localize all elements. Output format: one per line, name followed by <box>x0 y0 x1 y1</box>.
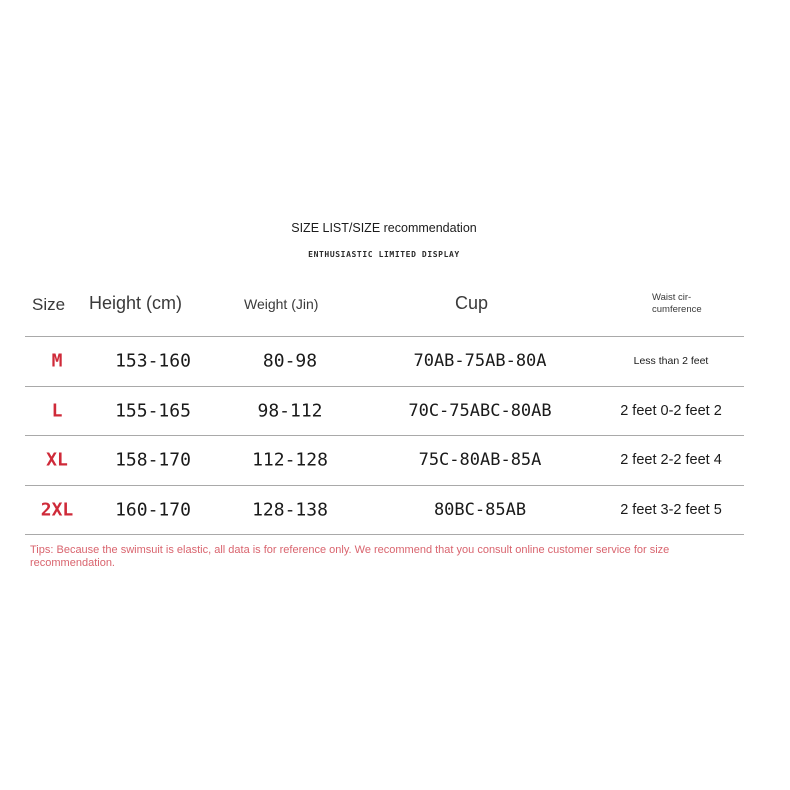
size-cell: XL <box>46 449 68 471</box>
size-table <box>25 280 744 535</box>
table-row <box>25 486 744 536</box>
waist-cell: 2 feet 0-2 feet 2 <box>620 402 722 419</box>
height-cell: 155-165 <box>115 400 191 422</box>
table-row <box>25 387 744 437</box>
page-subtitle: ENTHUSIASTIC LIMITED DISPLAY <box>308 250 460 259</box>
column-header-waist: Waist cir- cumference <box>652 292 702 315</box>
column-header-height: Height (cm) <box>89 293 183 313</box>
height-cell: 158-170 <box>115 449 191 471</box>
weight-cell: 112-128 <box>252 449 328 471</box>
height-cell: 160-170 <box>115 499 191 521</box>
cup-cell: 70AB-75AB-80A <box>413 351 547 372</box>
waist-cell: Less than 2 feet <box>633 355 709 368</box>
waist-cell: 2 feet 2-2 feet 4 <box>620 452 722 469</box>
column-header-size: Size <box>32 295 66 314</box>
column-header-weight: Weight (Jin) <box>244 296 319 312</box>
table-row <box>25 436 744 486</box>
weight-cell: 80-98 <box>262 350 318 372</box>
cup-cell: 75C-80AB-85A <box>418 450 542 471</box>
tips-note: Tips: Because the swimsuit is elastic, all data is for reference only. We recommend that you consult online customer service for size recommendation. <box>30 544 670 569</box>
page-title: SIZE LIST/SIZE recommendation <box>291 221 477 235</box>
weight-cell: 98-112 <box>257 400 323 422</box>
table-header <box>25 280 744 337</box>
cup-cell: 80BC-85AB <box>433 499 527 520</box>
table-row <box>25 337 744 387</box>
height-cell: 153-160 <box>115 350 191 372</box>
size-cell: 2XL <box>40 499 74 521</box>
size-cell: M <box>51 350 63 372</box>
size-cell: L <box>51 400 63 422</box>
column-header-cup: Cup <box>455 293 489 313</box>
cup-cell: 70C-75ABC-80AB <box>408 400 552 421</box>
weight-cell: 128-138 <box>252 499 328 521</box>
waist-cell: 2 feet 3-2 feet 5 <box>620 501 722 518</box>
